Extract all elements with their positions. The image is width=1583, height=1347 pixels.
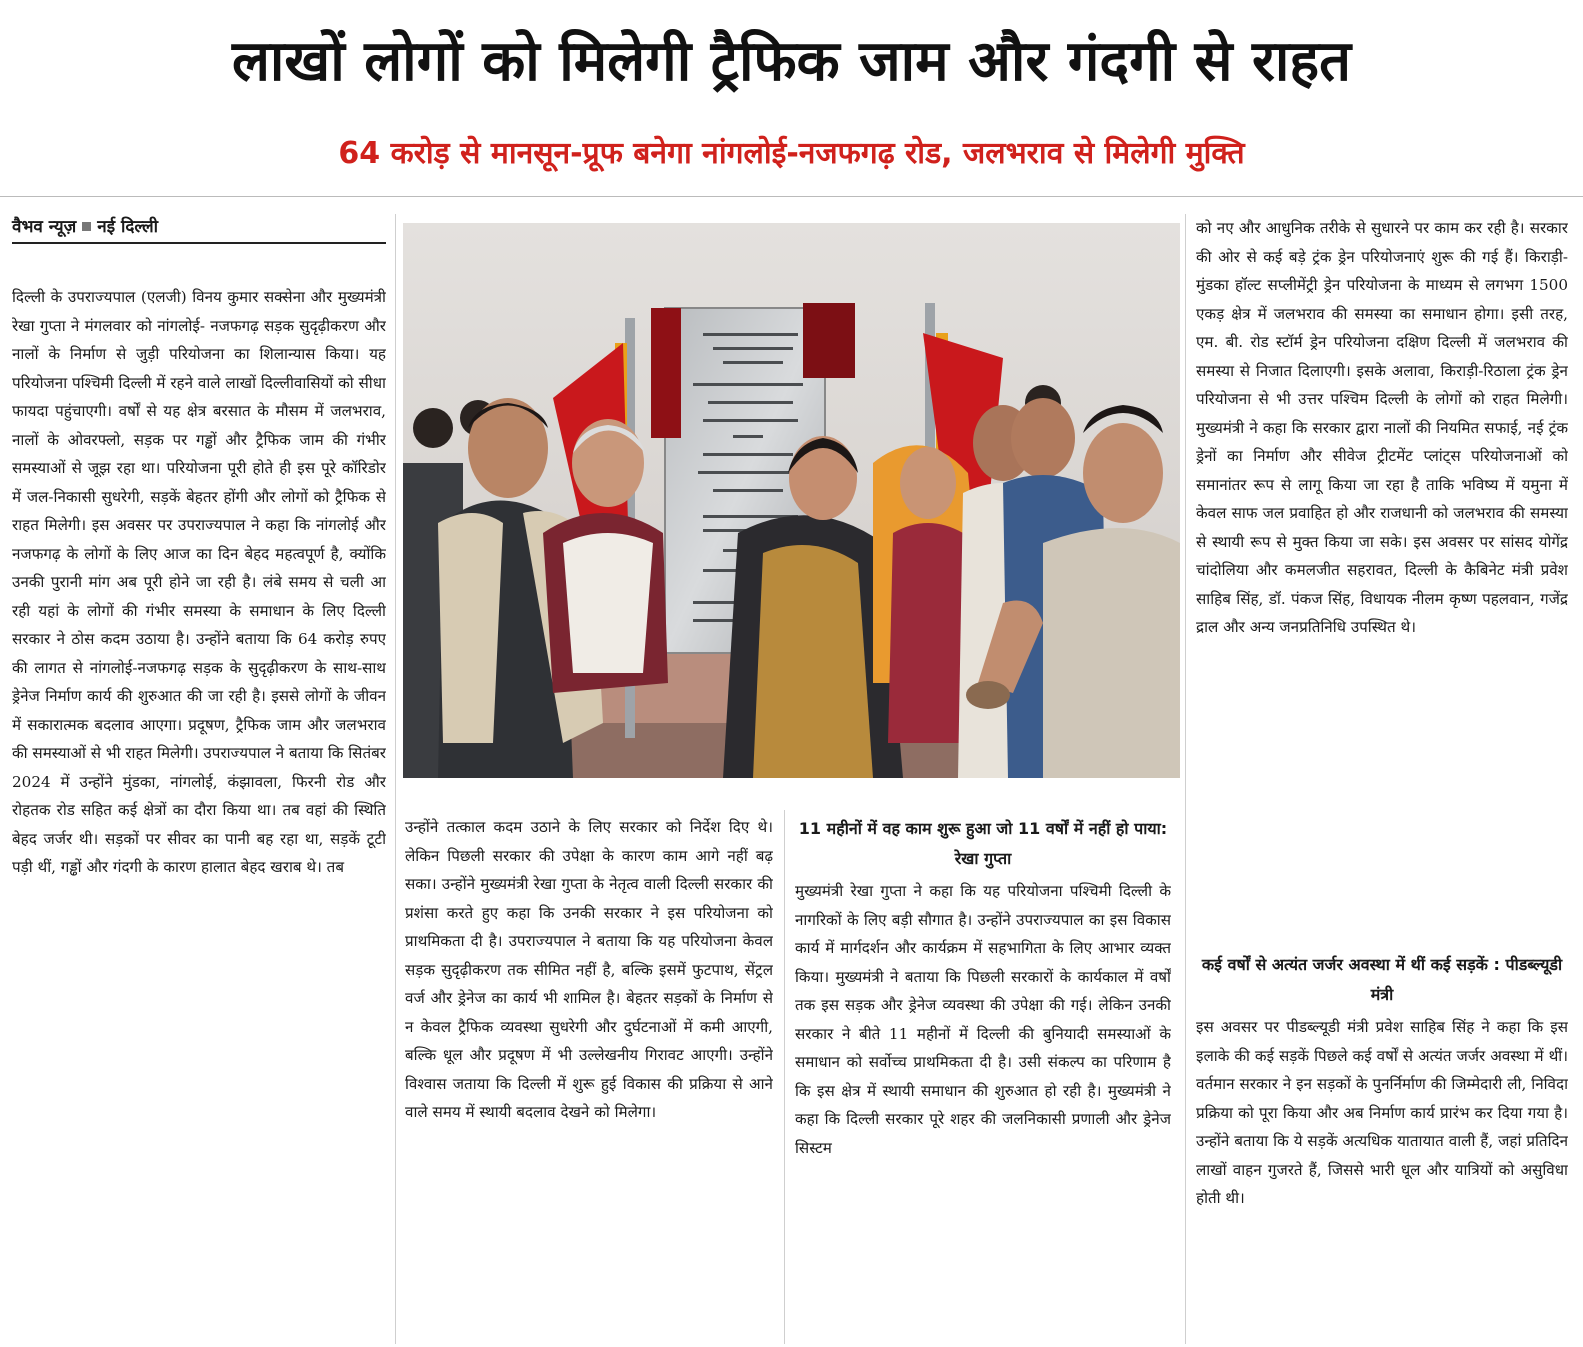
column-divider-1 xyxy=(395,214,396,1344)
crosshead-rekha-gupta: 11 महीनों में वह काम शुरू हुआ जो 11 वर्षों में नहीं हो पाया: रेखा गुप्ता xyxy=(798,819,1168,868)
event-photo xyxy=(403,223,1180,778)
article-column-4-tail xyxy=(1196,1013,1568,1343)
article-column-2 xyxy=(405,813,773,1343)
article-column-1 xyxy=(12,283,386,1343)
byline xyxy=(12,214,386,244)
top-divider xyxy=(0,196,1583,197)
headline: लाखों लोगों को मिलेगी ट्रैफिक जाम और गंदगी से राहत xyxy=(231,29,1352,94)
crosshead-pwd-minister: कई वर्षों से अत्यंत जर्जर अवस्था में थीं कई सड़कें : पीडब्ल्यूडी मंत्री xyxy=(1201,955,1563,1004)
column-4-text: को नए और आधुनिक तरीके से सुधारने पर काम कर रही है। सरकार की ओर से कई बड़े ट्रंक ड्रेन परियोजनाएं शुरू की गई हैं। किराड़ी-मुंडका हॉल्ट सप्लीमेंट्री ड्रेन परियोजना के माध्यम से लगभग 1500 एकड़ क्षेत्र में जलभराव की समस्या का समाधान होगा। इसी तरह, एम. बी. रोड स्टॉर्म ड्रेन परियोजना दक्षिण दिल्ली में जलभराव की समस्या से निजात दिलाएगी। इसके अलावा, किराड़ी-रिठाला ट्रंक ड्रेन परियोजना से भी उत्तर पश्चिम दिल्ली के लोगों को राहत मिलेगी। मुख्यमंत्री ने कहा कि सरकार द्वारा नालों की नियमित सफाई, नई ट्रंक ड्रेनों का निर्माण और सीवेज ट्रीटमेंट प्लांट्स परियोजनाओं को समानांतर रूप से लागू किया जा रहा है ताकि भविष्य में यमुना में केवल साफ जल प्रवाहित हो और राजधानी को जलभराव की समस्या से स्थायी रूप से मुक्त किया जा सके। इस अवसर पर सांसद योगेंद्र चांदोलिया और कमलजीत सहरावत, दिल्ली के कैबिनेट मंत्री प्रवेश साहिब सिंह, डॉ. पंकज सिंह, विधायक नीलम कृष्ण पहलवान, गजेंद्र द्राल और अन्य जनप्रतिनिधि उपस्थित थे। xyxy=(1196,219,1568,636)
column-2-text: उन्होंने तत्काल कदम उठाने के लिए सरकार को निर्देश दिए थे। लेकिन पिछली सरकार की उपेक्षा के कारण काम आगे नहीं बढ़ सका। उन्होंने मुख्यमंत्री रेखा गुप्ता के नेतृत्व वाली दिल्ली सरकार की प्रशंसा करते हुए कहा कि उनकी सरकार ने इस परियोजना को प्राथमिकता दी है। उपराज्यपाल ने बताया कि यह परियोजना केवल सड़क सुदृढ़ीकरण तक सीमित नहीं है, बल्कि इसमें फुटपाथ, सेंट्रल वर्ज और ड्रेनेज का कार्य भी शामिल है। बेहतर सड़कों के निर्माण से न केवल ट्रैफिक व्यवस्था सुधरेगी और दुर्घटनाओं में कमी आएगी, बल्कि धूल और प्रदूषण में भी उल्लेखनीय गिरावट आएगी। उन्होंने विश्वास जताया कि दिल्ली में शुरू हुई विकास की प्रक्रिया से आने वाले समय में स्थायी बदलाव देखने को मिलेगा। xyxy=(405,818,773,1121)
byline-source: वैभव न्यूज़ xyxy=(12,217,77,237)
column-4-tail-text: इस अवसर पर पीडब्ल्यूडी मंत्री प्रवेश साहिब सिंह ने कहा कि इस इलाके की कई सड़कें पिछले कई वर्षों से अत्यंत जर्जर अवस्था में थीं। वर्तमान सरकार ने इन सड़कों के पुनर्निर्माण की जिम्मेदारी ली, निविदा प्रक्रिया को पूरा किया और अब निर्माण कार्य प्रारंभ कर दिया गया है। उन्होंने बताया कि ये सड़कें अत्यधिक यातायात वाली हैं, जहां प्रतिदिन लाखों वाहन गुजरते हैं, जिससे भारी धूल और यात्रियों को असुविधा होती थी। xyxy=(1196,1018,1568,1207)
square-bullet-icon xyxy=(82,222,91,231)
subheadline: 64 करोड़ से मानसून-प्रूफ बनेगा नांगलोई-नजफगढ़ रोड, जलभराव से मिलेगी मुक्ति xyxy=(338,136,1245,171)
column-divider-2 xyxy=(784,810,785,1344)
byline-location: नई दिल्ली xyxy=(97,217,158,237)
column-1-text: दिल्ली के उपराज्यपाल (एलजी) विनय कुमार सक्सेना और मुख्यमंत्री रेखा गुप्ता ने मंगलवार को नांगलोई- नजफगढ़ सड़क सुदृढ़ीकरण और नालों के निर्माण से जुड़ी परियोजना का शिलान्यास किया। यह परियोजना पश्चिमी दिल्ली में रहने वाले लाखों दिल्लीवासियों को सीधा फायदा पहुंचाएगी। वर्षों से यह क्षेत्र बरसात के मौसम में जलभराव, नालों के ओवरफ्लो, सड़क पर गड्ढों और ट्रैफिक जाम की गंभीर समस्याओं से जूझ रहा था। परियोजना पूरी होते ही इस पूरे कॉरिडोर में जल-निकासी सुधरेगी, सड़कें बेहतर होंगी और लोगों को ट्रैफिक से राहत मिलेगी। इस अवसर पर उपराज्यपाल ने कहा कि नांगलोई और नजफगढ़ के लोगों के लिए आज का दिन बेहद महत्वपूर्ण है, क्योंकि उनकी पुरानी मांग अब पूरी होने जा रही है। लंबे समय से चली आ रही यहां के लोगों की गंभीर समस्या के समाधान के लिए दिल्ली सरकार ने ठोस कदम उठाया है। उन्होंने बताया कि 64 करोड़ रुपए की लागत से नांगलोई-नजफगढ़ सड़क के सुदृढ़ीकरण के साथ-साथ ड्रेनेज निर्माण कार्य की शुरुआत की जा रही है। इससे लोगों के जीवन में सकारात्मक बदलाव आएगा। प्रदूषण, ट्रैफिक जाम और जलभराव की समस्याओं से भी राहत मिलेगी। उपराज्यपाल ने बताया कि सितंबर 2024 में उन्होंने मुंडका, नांगलोई, कंझावला, फिरनी रोड और रोहतक रोड सहित कई क्षेत्रों का दौरा किया था। तब वहां की स्थिति बेहद जर्जर थी। सड़कों पर सीवर का पानी बह रहा था, सड़कें टूटी पड़ी थीं, गड्ढों और गंदगी के कारण हालात बेहद खराब थे। तब xyxy=(12,288,386,876)
article-column-3 xyxy=(795,877,1171,1343)
column-divider-3 xyxy=(1185,214,1186,1344)
article-column-4 xyxy=(1196,214,1568,944)
column-3-text: मुख्यमंत्री रेखा गुप्ता ने कहा कि यह परियोजना पश्चिमी दिल्ली के नागरिकों के लिए बड़ी सौगात है। उन्होंने उपराज्यपाल का इस विकास कार्य में मार्गदर्शन और कार्यक्रम में सहभागिता के लिए आभार व्यक्त किया। मुख्यमंत्री ने बताया कि पिछली सरकारों के कार्यकाल में वर्षों तक इस सड़क और ड्रेनेज व्यवस्था की उपेक्षा की गई। लेकिन उनकी सरकार ने बीते 11 महीनों में दिल्ली की बुनियादी समस्याओं के समाधान को सर्वोच्च प्राथमिकता दी है। उसी संकल्प का परिणाम है कि इस क्षेत्र में स्थायी समाधान की शुरुआत हो रही है। मुख्यमंत्री ने कहा कि दिल्ली सरकार पूरे शहर की जलनिकासी प्रणाली और ड्रेनेज सिस्टम xyxy=(795,882,1171,1157)
